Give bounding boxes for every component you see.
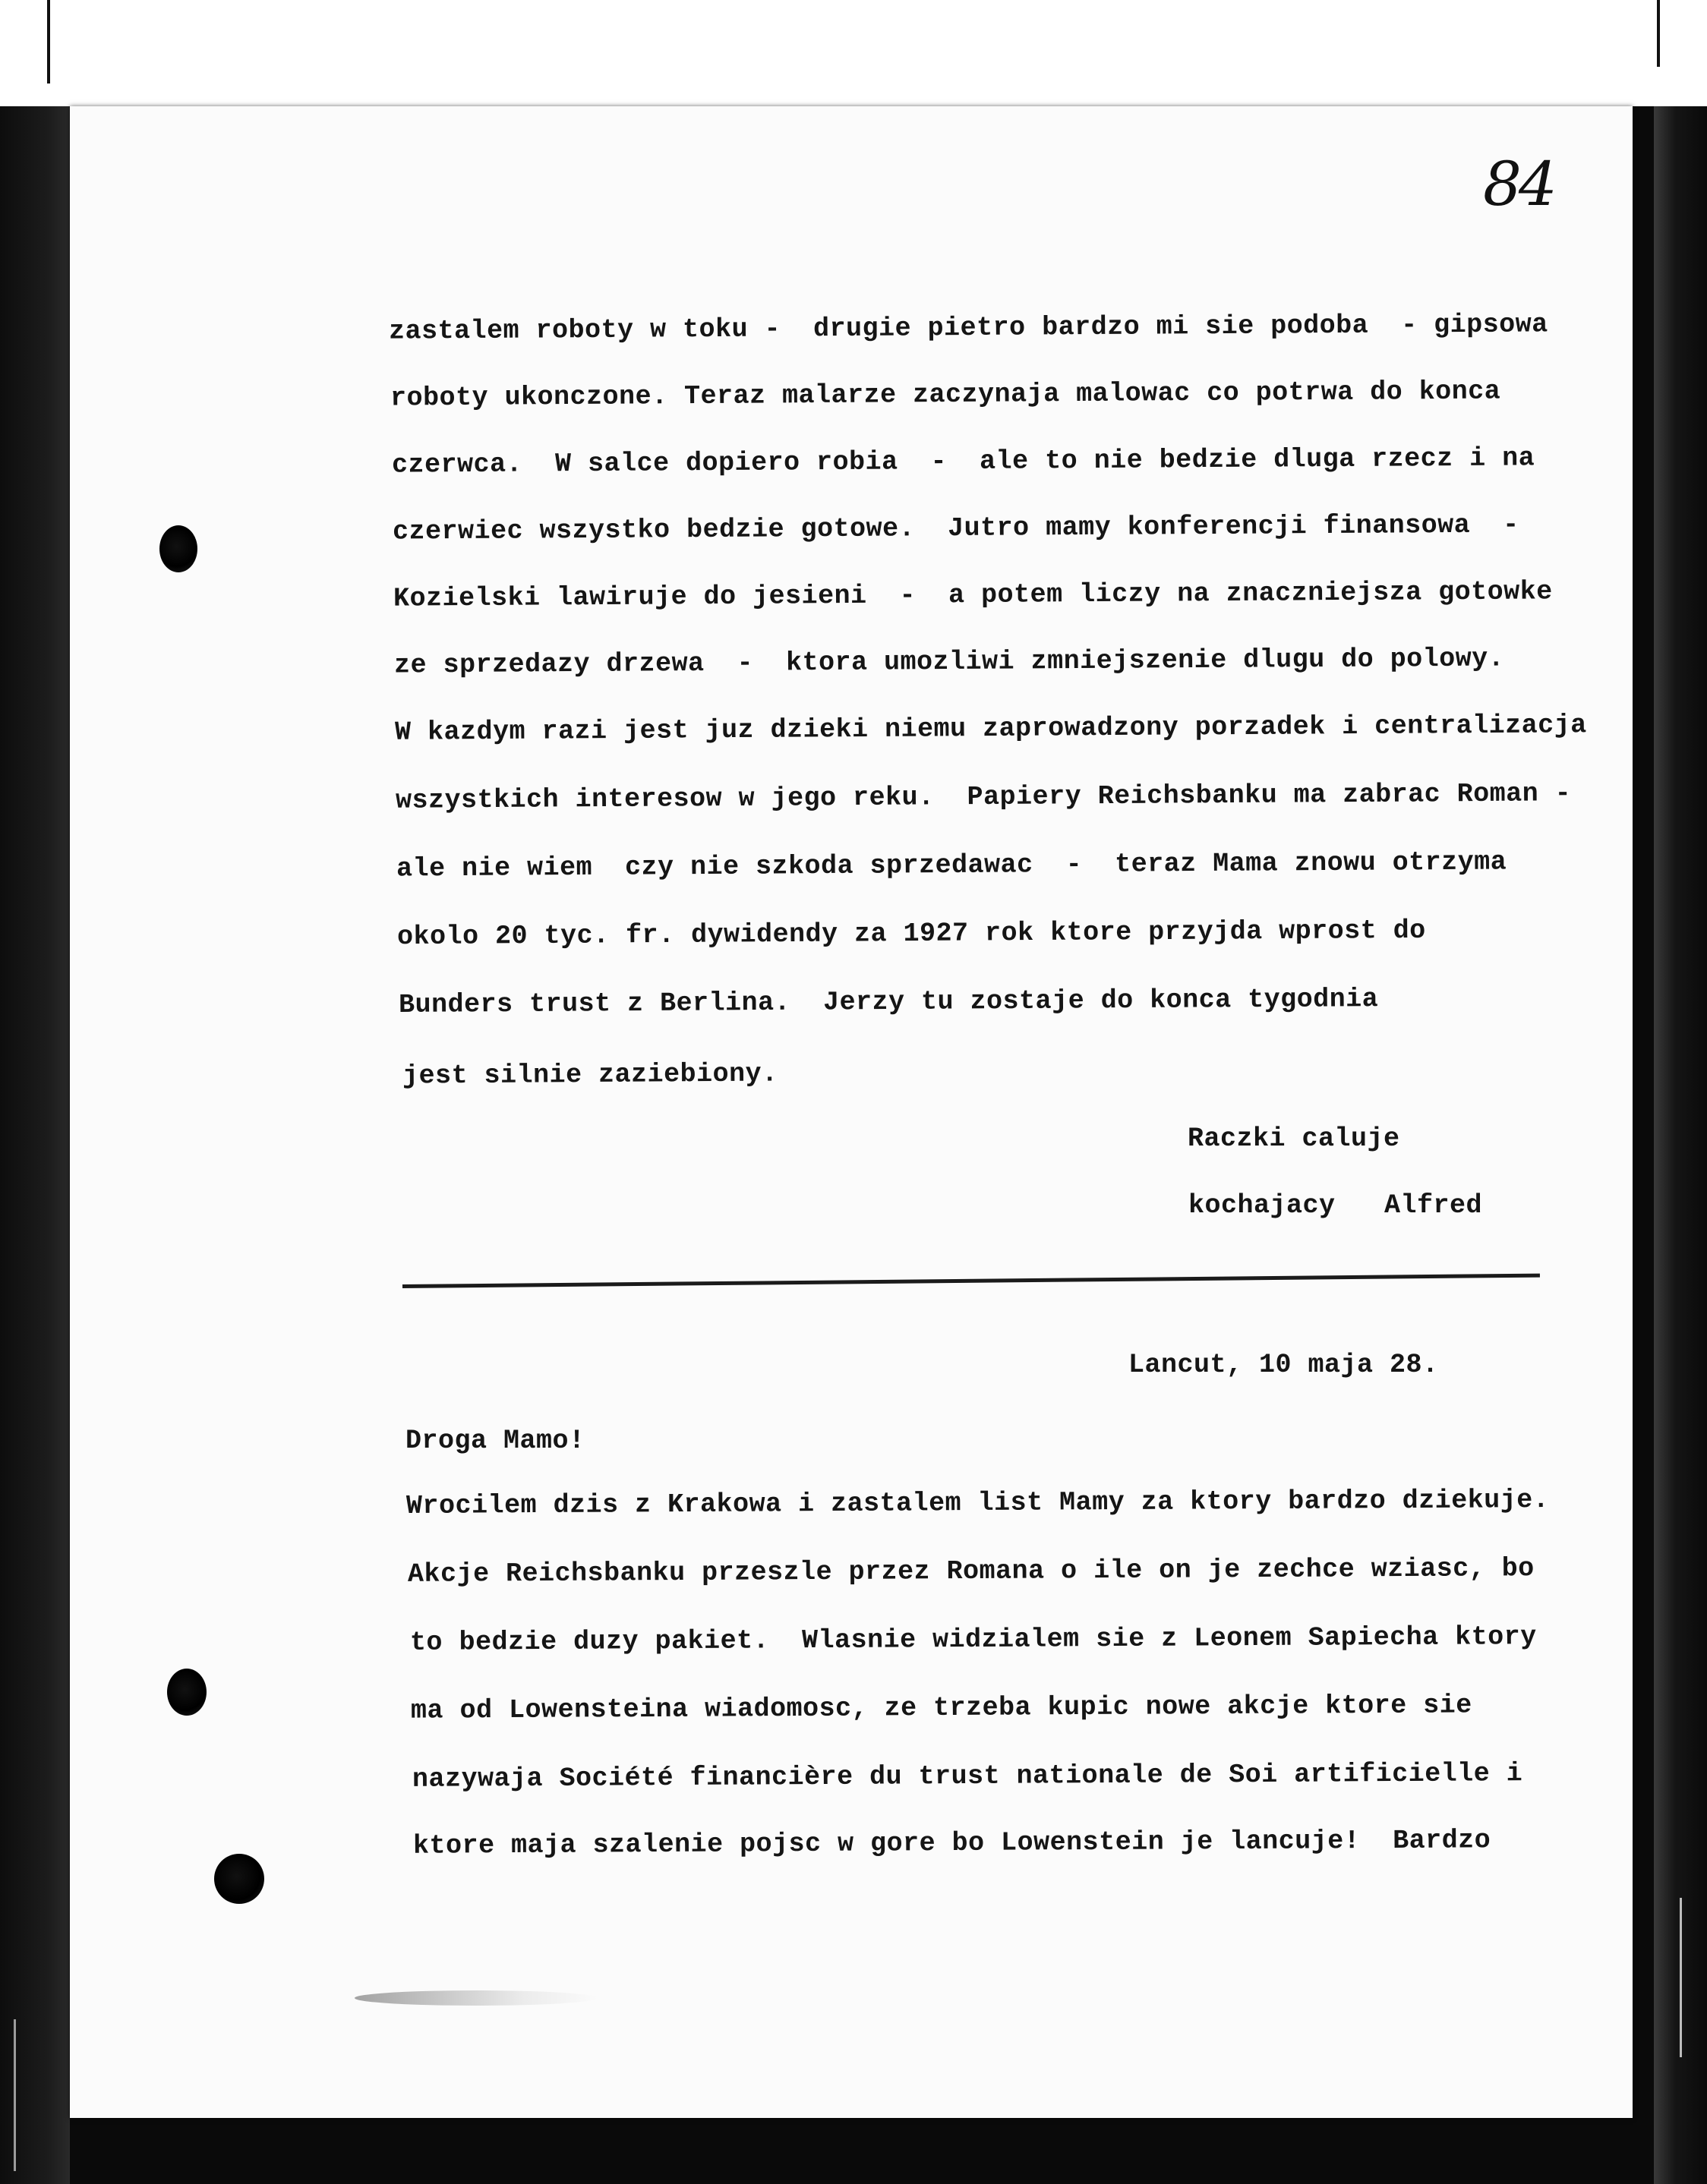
page-number: 84 bbox=[1483, 149, 1554, 219]
letter-line: ma od Lowensteina wiadomosc, ze trzeba kupic nowe akcje ktore sie bbox=[410, 1690, 1472, 1726]
letter-line: Kozielski lawiruje do jesieni - a potem liczy na znaczniejsza gotowke bbox=[393, 576, 1553, 614]
ink-smear bbox=[355, 1990, 598, 2006]
punch-hole bbox=[159, 525, 197, 572]
letter-line: roboty ukonczone. Teraz malarze zaczynaja malowac co potrwa do konca bbox=[390, 376, 1501, 414]
letter-line: Bunders trust z Berlina. Jerzy tu zostaje do konca tygodnia bbox=[398, 984, 1379, 1020]
letter-line: jest silnie zaziebiony. bbox=[402, 1058, 778, 1092]
letter-line: czerwiec wszystko bedzie gotowe. Jutro mamy konferencji finansowa - bbox=[392, 509, 1519, 547]
salutation: Droga Mamo! bbox=[405, 1426, 585, 1456]
letter-line: ktore maja szalenie pojsc w gore bo Lowenstein je lancuje! Bardzo bbox=[412, 1825, 1491, 1861]
film-edge-left bbox=[0, 106, 70, 2184]
film-edge-right bbox=[1654, 106, 1707, 2184]
film-edge-scratch bbox=[14, 2019, 16, 2171]
punch-hole bbox=[214, 1854, 264, 1904]
letter-line: zastalem roboty w toku - drugie pietro bardzo mi sie podoba - gipsowa bbox=[388, 309, 1548, 347]
letter-line: okolo 20 tyc. fr. dywidendy za 1927 rok ktore przyjda wprost do bbox=[396, 915, 1426, 953]
film-frame-mark bbox=[1657, 0, 1660, 67]
letter-line: ze sprzedazy drzewa - ktora umozliwi zmniejszenie dlugu do polowy. bbox=[393, 643, 1505, 681]
closing-greeting: Raczki caluje bbox=[1188, 1124, 1400, 1154]
place-date: Lancut, 10 maja 28. bbox=[1128, 1350, 1439, 1380]
letter-line: ale nie wiem czy nie szkoda sprzedawac - teraz Mama znowu otrzyma bbox=[396, 846, 1507, 884]
punch-hole bbox=[167, 1669, 207, 1716]
letter-line: Akcje Reichsbanku przeszle przez Romana o ile on je zechce wziasc, bo bbox=[407, 1553, 1535, 1590]
film-frame-top bbox=[0, 0, 1707, 106]
film-frame-mark bbox=[47, 0, 50, 84]
letter-line: W kazdym razi jest juz dzieki niemu zaprowadzony porzadek i centralizacja bbox=[394, 710, 1587, 748]
closing-signature: kochajacy Alfred bbox=[1188, 1190, 1483, 1221]
letter-line: to bedzie duzy pakiet. Wlasnie widzialem sie z Leonem Sapiecha ktory bbox=[409, 1621, 1537, 1658]
film-edge-scratch bbox=[1680, 1898, 1682, 2057]
letter-line: Wrocilem dzis z Krakowa i zastalem list Mamy za ktory bardzo dziekuje. bbox=[405, 1485, 1550, 1521]
letter-line: czerwca. W salce dopiero robia - ale to nie bedzie dluga rzecz i na bbox=[391, 443, 1535, 481]
letter-line: wszystkich interesow w jego reku. Papiery Reichsbanku ma zabrac Roman - bbox=[395, 778, 1572, 816]
letter-line: nazywaja Société financière du trust nationale de Soi artificielle i bbox=[412, 1758, 1523, 1795]
